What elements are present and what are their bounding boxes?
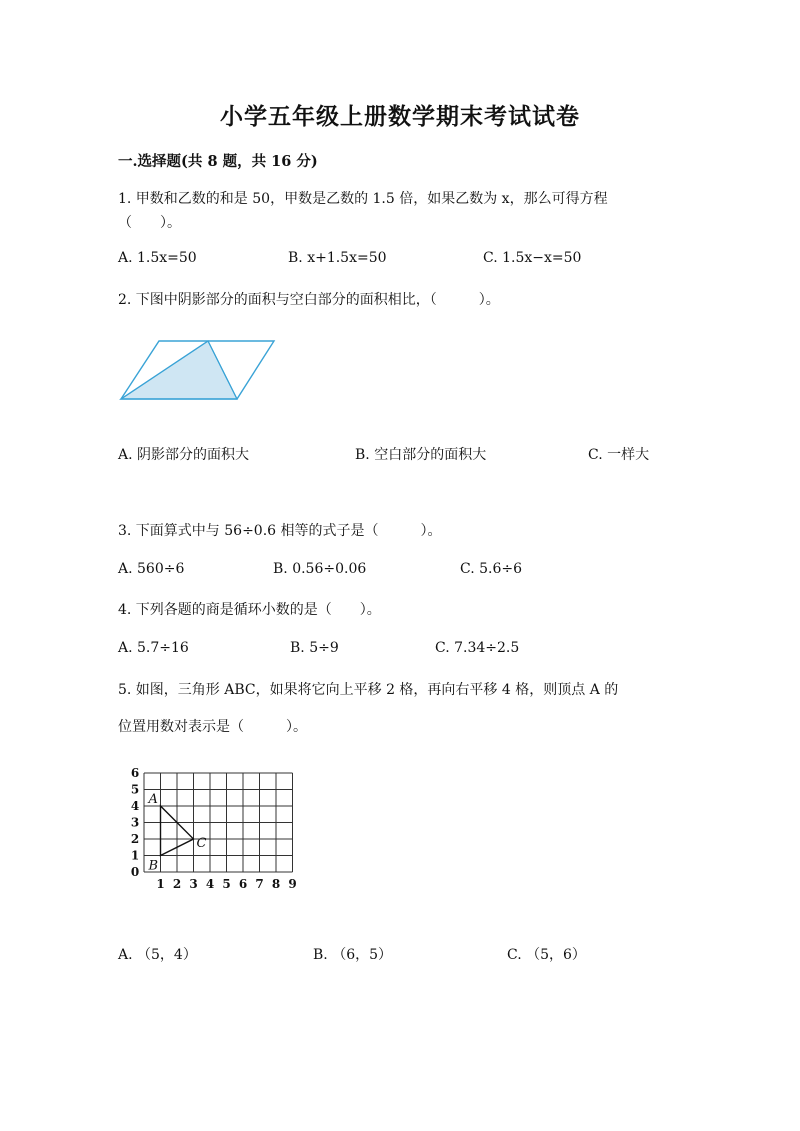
question-5-option-a: A. （5，4） — [118, 947, 197, 963]
question-4-option-a: A. 5.7÷16 — [118, 640, 189, 656]
question-3-option-a: A. 560÷6 — [118, 561, 185, 577]
x-tick-label: 2 — [172, 877, 182, 891]
question-5-option-c: C. （5，6） — [507, 947, 586, 963]
y-tick-label: 4 — [130, 799, 140, 813]
question-1-line2: （ ）。 — [118, 215, 181, 231]
question-1-option-a: A. 1.5x=50 — [118, 250, 197, 266]
x-tick-label: 3 — [189, 877, 198, 891]
question-5-line1: 5. 如图，三角形 ABC，如果将它向上平移 2 格，再向右平移 4 格，则顶点 A 的 — [118, 682, 619, 698]
question-5-line2: 位置用数对表示是（ ）。 — [118, 719, 307, 735]
y-tick-label: 0 — [130, 865, 140, 879]
x-tick-label: 6 — [238, 877, 248, 891]
question-1-option-b: B. x+1.5x=50 — [288, 250, 387, 266]
x-tick-label: 7 — [255, 877, 264, 891]
question-2-option-c: C. 一样大 — [588, 447, 650, 463]
y-tick-label: 2 — [130, 832, 140, 846]
x-tick-label: 4 — [205, 877, 215, 891]
y-tick-label: 5 — [130, 782, 140, 797]
question-5-option-b: B. （6，5） — [313, 947, 393, 963]
question-4-option-c: C. 7.34÷2.5 — [435, 640, 520, 656]
x-tick-label: 9 — [288, 877, 297, 891]
question-1-option-c: C. 1.5x−x=50 — [483, 250, 582, 266]
question-2-text: 2. 下图中阴影部分的面积与空白部分的面积相比，（ ）。 — [118, 292, 500, 308]
shaded-triangle — [121, 341, 237, 399]
question-3-option-c: C. 5.6÷6 — [460, 561, 523, 577]
question-2-option-a: A. 阴影部分的面积大 — [118, 447, 250, 463]
x-tick-label: 5 — [222, 877, 231, 891]
x-tick-label: 8 — [271, 877, 281, 891]
x-tick-label: 1 — [156, 877, 165, 891]
question-3-text: 3. 下面算式中与 56÷0.6 相等的式子是（ ）。 — [118, 523, 442, 539]
parallelogram-figure — [116, 336, 282, 408]
y-tick-label: 3 — [130, 815, 140, 830]
question-1-line1: 1. 甲数和乙数的和是 50，甲数是乙数的 1.5 倍，如果乙数为 x，那么可得方程 — [118, 191, 608, 207]
vertex-label: B — [148, 858, 159, 874]
page-title: 小学五年级上册数学期末考试试卷 — [220, 103, 580, 130]
y-tick-label: 1 — [130, 848, 140, 863]
question-4-option-b: B. 5÷9 — [290, 640, 339, 656]
question-2-option-b: B. 空白部分的面积大 — [355, 447, 487, 463]
vertex-label: A — [148, 792, 158, 807]
coordinate-grid-figure — [124, 768, 304, 896]
y-tick-label: 6 — [130, 768, 140, 780]
question-4-text: 4. 下列各题的商是循环小数的是（ ）。 — [118, 602, 381, 618]
vertex-label: C — [196, 836, 207, 851]
question-3-option-b: B. 0.56÷0.06 — [273, 561, 367, 577]
section-heading: 一.选择题(共 8 题，共 16 分) — [118, 153, 318, 170]
